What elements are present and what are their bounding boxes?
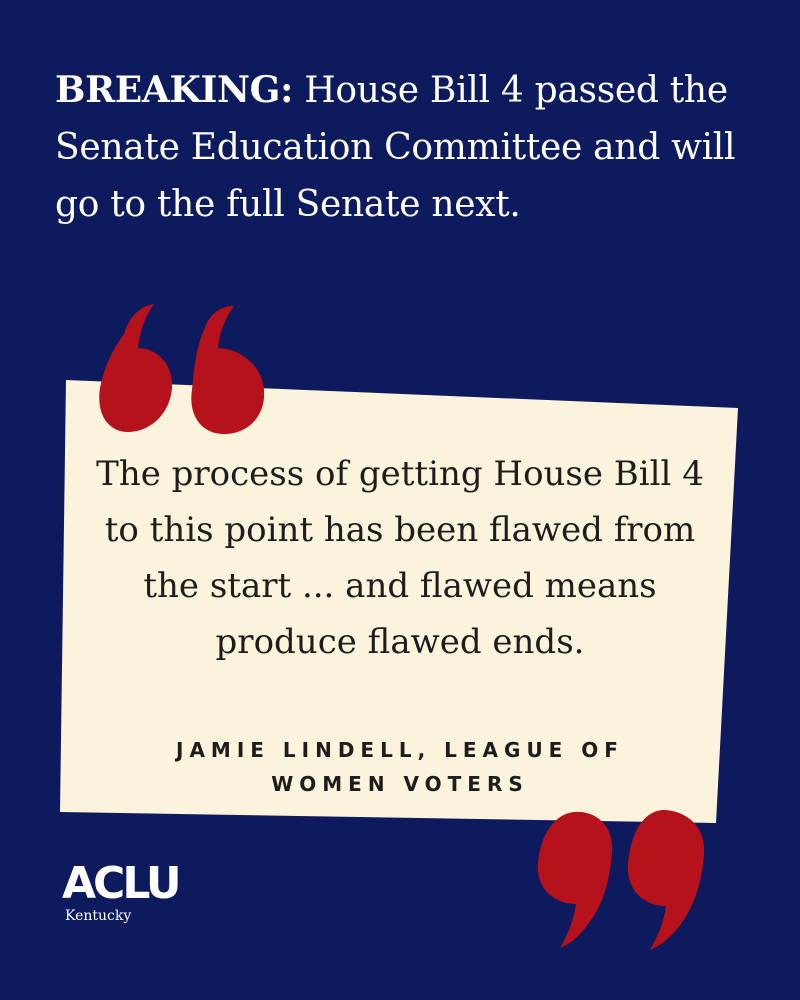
headline-text: House Bill 4 passed the Senate Education Committee and will go to the full Senate next. [55, 70, 736, 225]
logo-wordmark: ACLU [62, 858, 179, 909]
logo-state: Kentucky [65, 908, 132, 924]
headline [55, 62, 755, 233]
open-quote-icon [98, 300, 288, 450]
close-quote-icon [530, 808, 720, 958]
aclu-kentucky-logo [62, 860, 192, 924]
quote-text: The process of getting House Bill 4 to this point has been flawed from the start ... and flawed means produce flawed ends. [96, 454, 704, 662]
quote-attribution: JAMIE LINDELL, LEAGUE OF WOMEN VOTERS [176, 738, 624, 796]
headline-lead: BREAKING: [55, 69, 294, 111]
